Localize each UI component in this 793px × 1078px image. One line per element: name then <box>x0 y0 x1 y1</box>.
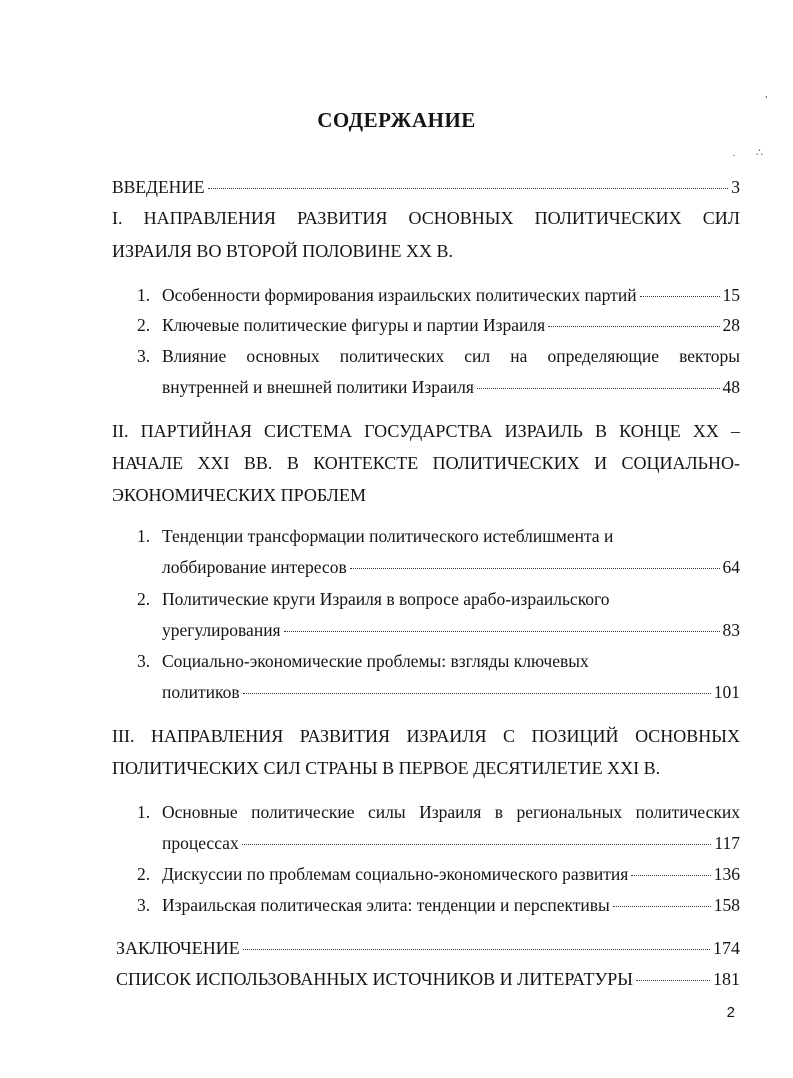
toc-page-number: 28 <box>722 315 740 335</box>
section-number: 3. <box>137 346 151 366</box>
dot-leader <box>477 388 720 389</box>
toc-entry-intro[interactable] <box>112 176 740 198</box>
page-title: СОДЕРЖАНИЕ <box>317 108 476 132</box>
toc-entry-1-2[interactable] <box>162 314 740 336</box>
toc-entry-3-1[interactable] <box>162 832 740 854</box>
toc-entry-1-3-line1[interactable]: Влияние основных политических сил на определяющие векторы <box>162 346 740 366</box>
dot-leader <box>636 980 710 981</box>
toc-entry-2-1[interactable] <box>162 556 740 578</box>
toc-page-number: 181 <box>713 969 740 989</box>
chapter-2-title-line3[interactable]: ЭКОНОМИЧЕСКИХ ПРОБЛЕМ <box>112 485 366 505</box>
toc-page-number: 136 <box>713 864 740 884</box>
toc-page-number: 3 <box>731 177 740 197</box>
toc-entry-1-3[interactable] <box>162 376 740 398</box>
toc-entry-label: Ключевые политические фигуры и партии Израиля <box>162 315 546 335</box>
toc-page-number: 48 <box>722 377 740 397</box>
dot-leader <box>640 296 720 297</box>
section-number: 1. <box>137 526 151 546</box>
toc-entry-label: политиков <box>162 682 240 702</box>
dot-leader <box>243 693 711 694</box>
dot-leader <box>631 875 710 876</box>
section-number: 2. <box>137 315 151 335</box>
toc-page-number: 15 <box>722 285 740 305</box>
toc-page-number: 117 <box>714 833 740 853</box>
toc-entry-label: СПИСОК ИСПОЛЬЗОВАННЫХ ИСТОЧНИКОВ И ЛИТЕРАТУРЫ <box>116 969 633 989</box>
page-number: 2 <box>726 1004 735 1021</box>
toc-entry-2-2[interactable] <box>162 619 740 641</box>
toc-entry-label: лоббирование интересов <box>162 557 347 577</box>
toc-entry-label: урегулирования <box>162 620 281 640</box>
dot-leader <box>284 631 720 632</box>
dot-leader <box>613 906 711 907</box>
toc-entry-2-2-line1[interactable]: Политические круги Израиля в вопросе арабо-израильского <box>162 589 610 609</box>
dot-leader <box>242 844 712 845</box>
toc-entry-3-2[interactable] <box>162 863 740 885</box>
dot-leader <box>243 949 710 950</box>
toc-entry-label: процессах <box>162 833 239 853</box>
section-number: 1. <box>137 285 151 305</box>
section-number: 3. <box>137 895 151 915</box>
section-number: 1. <box>137 802 151 822</box>
section-number: 2. <box>137 589 151 609</box>
dot-leader <box>350 568 720 569</box>
chapter-2-title-line2[interactable]: НАЧАЛЕ XXI ВВ. В КОНТЕКСТЕ ПОЛИТИЧЕСКИХ И СОЦИАЛЬНО- <box>112 453 740 473</box>
chapter-3-title-line1[interactable]: III. НАПРАВЛЕНИЯ РАЗВИТИЯ ИЗРАИЛЯ С ПОЗИЦИЙ ОСНОВНЫХ <box>112 726 740 746</box>
chapter-1-title-line2[interactable]: ИЗРАИЛЯ ВО ВТОРОЙ ПОЛОВИНЕ XX В. <box>112 241 454 261</box>
toc-entry-label: Израильская политическая элита: тенденции и перспективы <box>162 895 610 915</box>
section-number: 2. <box>137 864 151 884</box>
toc-page-number: 64 <box>722 557 740 577</box>
toc-entry-bibliography[interactable] <box>116 968 740 990</box>
scan-speck: · <box>732 150 736 162</box>
toc-entry-conclusion[interactable] <box>116 937 740 959</box>
section-number: 3. <box>137 651 151 671</box>
toc-entry-label: Дискуссии по проблемам социально-экономического развития <box>162 864 629 884</box>
toc-page-number: 101 <box>713 682 740 702</box>
chapter-3-title-line2[interactable]: ПОЛИТИЧЕСКИХ СИЛ СТРАНЫ В ПЕРВОЕ ДЕСЯТИЛЕТИЕ XXI В. <box>112 758 661 778</box>
chapter-2-title-line1[interactable]: II. ПАРТИЙНАЯ СИСТЕМА ГОСУДАРСТВА ИЗРАИЛЬ В КОНЦЕ XX – <box>112 421 740 441</box>
toc-entry-2-3-line1[interactable]: Социально-экономические проблемы: взгляды ключевых <box>162 651 589 671</box>
toc-entry-2-1-line1[interactable]: Тенденции трансформации политического истеблишмента и <box>162 526 614 546</box>
chapter-1-title-line1[interactable]: I. НАПРАВЛЕНИЯ РАЗВИТИЯ ОСНОВНЫХ ПОЛИТИЧЕСКИХ СИЛ <box>112 208 740 228</box>
toc-entry-label: Особенности формирования израильских политических партий <box>162 285 637 305</box>
toc-entry-2-3[interactable] <box>162 681 740 703</box>
scan-speck: ∴ <box>756 147 763 159</box>
toc-page-number: 158 <box>713 895 740 915</box>
dot-leader <box>548 326 719 327</box>
toc-entry-label: ВВЕДЕНИЕ <box>112 177 205 197</box>
toc-entry-1-1[interactable] <box>162 284 740 306</box>
toc-entry-label: внутренней и внешней политики Израиля <box>162 377 474 397</box>
toc-page-number: 174 <box>713 938 740 958</box>
toc-entry-label: ЗАКЛЮЧЕНИЕ <box>116 938 240 958</box>
toc-entry-3-1-line1[interactable]: Основные политические силы Израиля в региональных политических <box>162 802 740 822</box>
scan-speck: , <box>765 88 768 100</box>
dot-leader <box>208 188 729 189</box>
toc-page-number: 83 <box>722 620 740 640</box>
toc-entry-3-3[interactable] <box>162 894 740 916</box>
